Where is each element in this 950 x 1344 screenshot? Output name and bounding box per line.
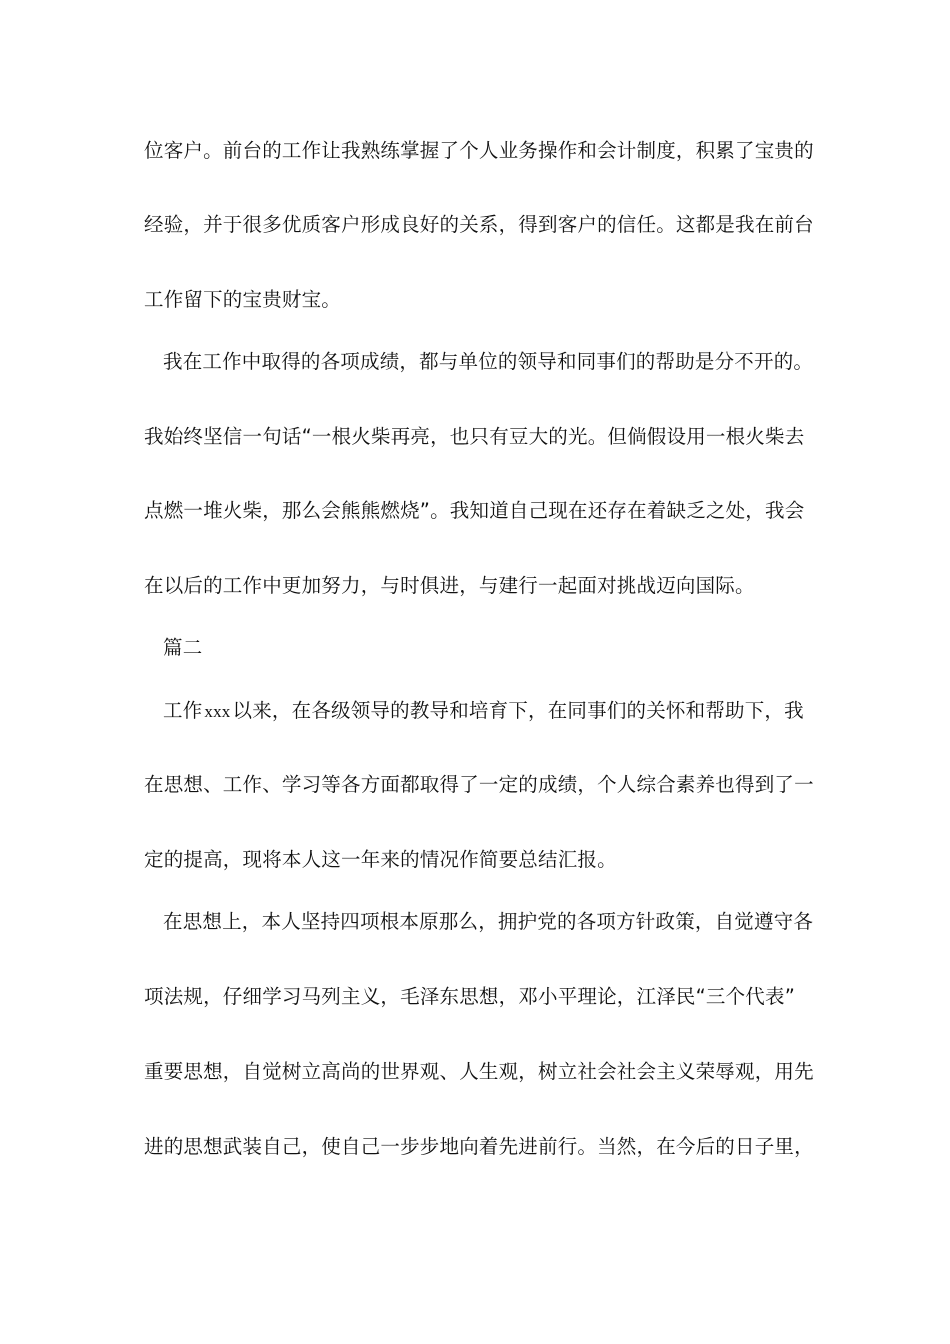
paragraph-line: 位客户。前台的工作让我熟练掌握了个人业务操作和会计制度，积累了宝贵的 <box>144 139 814 162</box>
paragraph-line: 在以后的工作中更加努力，与时俱进，与建行一起面对挑战迈向国际。 <box>144 574 755 597</box>
paragraph-line: 点燃一堆火柴，那么会熊熊燃烧”。我知道自己现在还存在着缺乏之处，我会 <box>144 499 805 522</box>
paragraph-line: 在思想上，本人坚持四项根本原那么，拥护党的各项方针政策，自觉遵守各 <box>163 910 814 933</box>
paragraph-line: 在思想、工作、学习等各方面都取得了一定的成绩，个人综合素养也得到了一 <box>144 773 814 796</box>
section-heading: 篇二 <box>163 636 203 659</box>
paragraph-line <box>163 696 824 726</box>
paragraph-line: 进的思想武装自己，使自己一步步地向着先进前行。当然，在今后的日子里， <box>144 1135 814 1158</box>
paragraph-line: 我始终坚信一句话“一根火柴再亮，也只有豆大的光。但倘假设用一根火柴去 <box>144 425 805 448</box>
paragraph-line: 重要思想，自觉树立高尚的世界观、人生观，树立社会社会主义荣辱观，用先 <box>144 1060 814 1083</box>
paragraph-line: 定的提高，现将本人这一年来的情况作简要总结汇报。 <box>144 848 617 871</box>
text-segment: 工作 <box>163 699 203 722</box>
placeholder-text: xxx <box>204 702 231 721</box>
paragraph-line: 项法规，仔细学习马列主义，毛泽东思想，邓小平理论，江泽民“三个代表” <box>144 985 796 1008</box>
paragraph-line: 工作留下的宝贵财宝。 <box>144 288 342 311</box>
text-segment: 以来，在各级领导的教导和培育下，在同事们的关怀和帮助下，我 <box>232 699 804 722</box>
paragraph-line: 经验，并于很多优质客户形成良好的关系，得到客户的信任。这都是我在前台 <box>144 213 814 236</box>
paragraph-line: 我在工作中取得的各项成绩，都与单位的领导和同事们的帮助是分不开的。 <box>163 350 814 373</box>
